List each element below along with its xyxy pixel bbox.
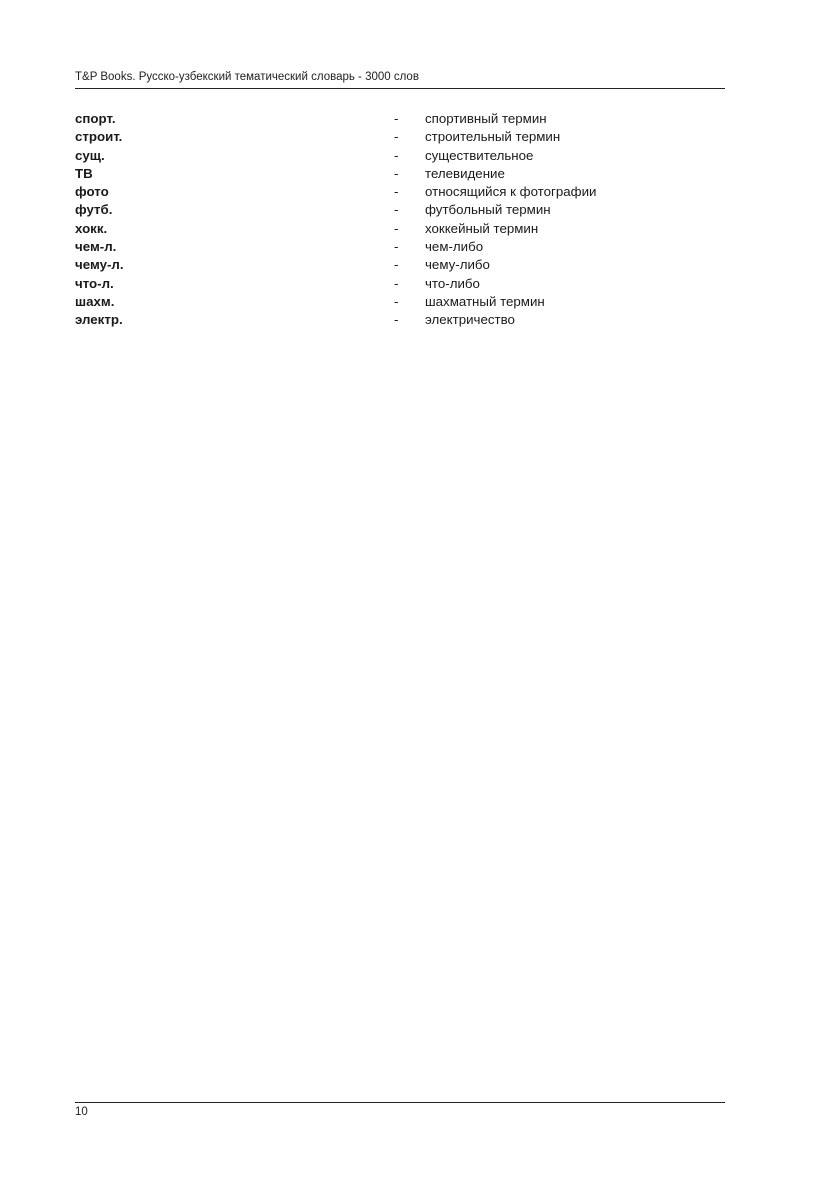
abbreviation-row: [75, 147, 725, 165]
abbreviation-row: [75, 165, 725, 183]
abbreviation-definition: хоккейный термин: [425, 220, 539, 236]
abbreviation-dash: -: [394, 257, 399, 273]
abbreviation-term: шахм.: [75, 293, 115, 309]
page-header: [75, 70, 725, 89]
abbreviation-term: спорт.: [75, 111, 116, 126]
abbreviation-term: чем-л.: [75, 239, 117, 255]
abbreviation-term: фото: [75, 184, 109, 200]
abbreviation-definition: строительный термин: [425, 129, 561, 145]
abbreviation-dash: -: [394, 184, 399, 200]
abbreviation-dash: -: [394, 129, 399, 145]
abbreviation-term: футб.: [75, 202, 113, 218]
abbreviation-term: ТВ: [75, 165, 93, 181]
abbreviation-term: чему-л.: [75, 257, 124, 273]
abbreviation-row: [75, 110, 725, 128]
abbreviation-definition: спортивный термин: [425, 111, 547, 126]
abbreviation-term: хокк.: [75, 220, 108, 236]
abbreviation-definition: относящийся к фотографии: [425, 184, 597, 200]
abbreviation-dash: -: [394, 147, 399, 163]
abbreviation-definition: чему-либо: [425, 257, 490, 273]
abbreviation-row: [75, 201, 725, 219]
abbreviation-dash: -: [394, 202, 399, 218]
abbreviation-term: электр.: [75, 312, 123, 328]
abbreviation-dash: -: [394, 293, 399, 309]
page-footer: [75, 1102, 725, 1118]
abbreviation-definition: футбольный термин: [425, 202, 551, 218]
abbreviation-row: [75, 256, 725, 274]
abbreviation-row: [75, 275, 725, 293]
abbreviation-dash: -: [394, 165, 399, 181]
page-number: 10: [75, 1106, 88, 1118]
abbreviation-definition: существительное: [425, 147, 534, 163]
abbreviation-row: [75, 128, 725, 146]
abbreviation-term: что-л.: [75, 275, 114, 291]
abbreviation-row: [75, 183, 725, 201]
abbreviation-term: строит.: [75, 129, 123, 145]
abbreviation-definition: шахматный термин: [425, 293, 545, 309]
abbreviation-row: [75, 311, 725, 329]
abbreviation-row: [75, 238, 725, 256]
abbreviation-dash: -: [394, 275, 399, 291]
abbreviation-list: [75, 110, 725, 330]
abbreviation-dash: -: [394, 312, 399, 328]
abbreviation-term: сущ.: [75, 147, 105, 163]
abbreviation-dash: -: [394, 220, 399, 236]
abbreviation-dash: -: [394, 239, 399, 255]
abbreviation-row: [75, 293, 725, 311]
abbreviation-dash: -: [394, 111, 399, 126]
page-header-title: T&P Books. Русско-узбекский тематический словарь - 3000 слов: [75, 71, 419, 83]
abbreviation-definition: телевидение: [425, 165, 505, 181]
abbreviation-row: [75, 220, 725, 238]
abbreviation-definition: чем-либо: [425, 239, 484, 255]
abbreviation-definition: электричество: [425, 312, 515, 328]
abbreviation-definition: что-либо: [425, 275, 480, 291]
